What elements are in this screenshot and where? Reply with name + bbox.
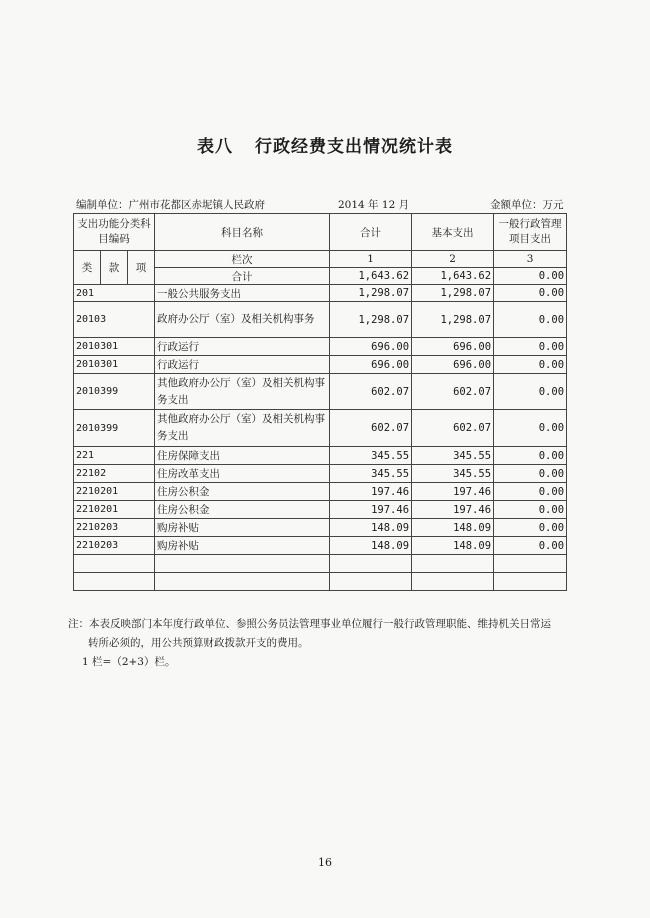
row-basic: 602.07 bbox=[412, 374, 494, 410]
row-general: 0.00 bbox=[494, 338, 567, 356]
note-line-2: 转所必须的，用公共预算财政拨款开支的费用。 bbox=[88, 637, 309, 649]
expenditure-table bbox=[73, 213, 567, 591]
table-row bbox=[74, 338, 567, 356]
row-code: 2210203 bbox=[74, 519, 155, 537]
table-row bbox=[74, 501, 567, 519]
column-index-1: 1 bbox=[330, 251, 412, 268]
row-code: 2210201 bbox=[74, 483, 155, 501]
row-general: 0.00 bbox=[494, 285, 567, 302]
row-code: 2010399 bbox=[74, 374, 155, 410]
row-code: 20103 bbox=[74, 302, 155, 338]
header-func-class: 支出功能分类科目编码 bbox=[74, 214, 155, 251]
header-general: 一般行政管理项目支出 bbox=[494, 214, 567, 251]
row-basic: 696.00 bbox=[412, 338, 494, 356]
row-basic: 345.55 bbox=[412, 447, 494, 465]
row-basic: 1,298.07 bbox=[412, 302, 494, 338]
column-index-3: 3 bbox=[494, 251, 567, 268]
sum-total: 1,643.62 bbox=[330, 268, 412, 285]
row-total: 696.00 bbox=[330, 338, 412, 356]
table-row bbox=[74, 537, 567, 555]
row-total: 148.09 bbox=[330, 519, 412, 537]
table-number: 表八 bbox=[197, 137, 233, 157]
row-general: 0.00 bbox=[494, 302, 567, 338]
row-basic: 148.09 bbox=[412, 519, 494, 537]
row-name: 行政运行 bbox=[155, 338, 330, 356]
row-code: 221 bbox=[74, 447, 155, 465]
sum-basic: 1,643.62 bbox=[412, 268, 494, 285]
row-code: 201 bbox=[74, 285, 155, 302]
row-total: 696.00 bbox=[330, 356, 412, 374]
row-basic: 148.09 bbox=[412, 537, 494, 555]
header-kuan: 款 bbox=[101, 251, 128, 285]
column-index-2: 2 bbox=[412, 251, 494, 268]
row-basic: 1,298.07 bbox=[412, 285, 494, 302]
row-basic: 602.07 bbox=[412, 410, 494, 447]
compiling-unit: 编制单位：广州市花都区赤坭镇人民政府 bbox=[76, 199, 265, 211]
row-total: 148.09 bbox=[330, 537, 412, 555]
row-basic: 197.46 bbox=[412, 501, 494, 519]
row-name: 一般公共服务支出 bbox=[155, 285, 330, 302]
row-basic: 345.55 bbox=[412, 465, 494, 483]
table-row bbox=[74, 374, 567, 410]
row-total: 602.07 bbox=[330, 410, 412, 447]
row-name: 行政运行 bbox=[155, 356, 330, 374]
header-basic: 基本支出 bbox=[412, 214, 494, 251]
row-basic: 696.00 bbox=[412, 356, 494, 374]
row-general: 0.00 bbox=[494, 447, 567, 465]
footnote bbox=[68, 615, 588, 672]
row-code: 2210203 bbox=[74, 537, 155, 555]
table-row bbox=[74, 410, 567, 447]
row-name: 住房公积金 bbox=[155, 483, 330, 501]
row-total: 602.07 bbox=[330, 374, 412, 410]
row-total: 197.46 bbox=[330, 501, 412, 519]
row-code: 2010301 bbox=[74, 356, 155, 374]
row-total: 345.55 bbox=[330, 465, 412, 483]
row-general: 0.00 bbox=[494, 483, 567, 501]
header-lei: 类 bbox=[74, 251, 101, 285]
note-formula: 1 栏=（2+3）栏。 bbox=[82, 656, 176, 668]
row-general: 0.00 bbox=[494, 465, 567, 483]
row-name: 住房改革支出 bbox=[155, 465, 330, 483]
page-title bbox=[0, 132, 650, 157]
row-code: 22102 bbox=[74, 465, 155, 483]
sum-general: 0.00 bbox=[494, 268, 567, 285]
page-number: 16 bbox=[318, 856, 332, 869]
row-name: 住房保障支出 bbox=[155, 447, 330, 465]
row-code: 2010399 bbox=[74, 410, 155, 447]
row-total: 345.55 bbox=[330, 447, 412, 465]
table-row bbox=[74, 519, 567, 537]
column-index-label: 栏次 bbox=[155, 251, 330, 268]
row-general: 0.00 bbox=[494, 410, 567, 447]
note-line-1: 本表反映部门本年度行政单位、参照公务员法管理事业单位履行一般行政管理职能、维持机关日常运 bbox=[89, 618, 551, 630]
row-total: 1,298.07 bbox=[330, 285, 412, 302]
row-total: 197.46 bbox=[330, 483, 412, 501]
column-index-row bbox=[74, 251, 567, 268]
empty-row bbox=[74, 555, 567, 573]
money-unit: 金额单位：万元 bbox=[490, 199, 564, 211]
empty-row bbox=[74, 573, 567, 591]
row-general: 0.00 bbox=[494, 501, 567, 519]
header-xiang: 项 bbox=[128, 251, 155, 285]
report-date: 2014 年 12 月 bbox=[338, 199, 410, 211]
row-name: 住房公积金 bbox=[155, 501, 330, 519]
table-row bbox=[74, 465, 567, 483]
row-name: 其他政府办公厅（室）及相关机构事务支出 bbox=[155, 374, 330, 410]
table-row bbox=[74, 285, 567, 302]
header-row bbox=[74, 214, 567, 251]
row-general: 0.00 bbox=[494, 537, 567, 555]
table-title: 行政经费支出情况统计表 bbox=[255, 137, 453, 157]
row-basic: 197.46 bbox=[412, 483, 494, 501]
row-name: 购房补贴 bbox=[155, 537, 330, 555]
note-label: 注： bbox=[68, 618, 89, 630]
header-subject-name: 科目名称 bbox=[155, 214, 330, 251]
row-name: 其他政府办公厅（室）及相关机构事务支出 bbox=[155, 410, 330, 447]
row-general: 0.00 bbox=[494, 374, 567, 410]
row-general: 0.00 bbox=[494, 356, 567, 374]
row-name: 购房补贴 bbox=[155, 519, 330, 537]
row-code: 2010301 bbox=[74, 338, 155, 356]
header-total: 合计 bbox=[330, 214, 412, 251]
table-row bbox=[74, 447, 567, 465]
row-general: 0.00 bbox=[494, 519, 567, 537]
row-total: 1,298.07 bbox=[330, 302, 412, 338]
table-row bbox=[74, 302, 567, 338]
row-name: 政府办公厅（室）及相关机构事务 bbox=[155, 302, 330, 338]
table-row bbox=[74, 483, 567, 501]
table-row bbox=[74, 356, 567, 374]
row-code: 2210201 bbox=[74, 501, 155, 519]
sum-label: 合计 bbox=[155, 268, 330, 285]
